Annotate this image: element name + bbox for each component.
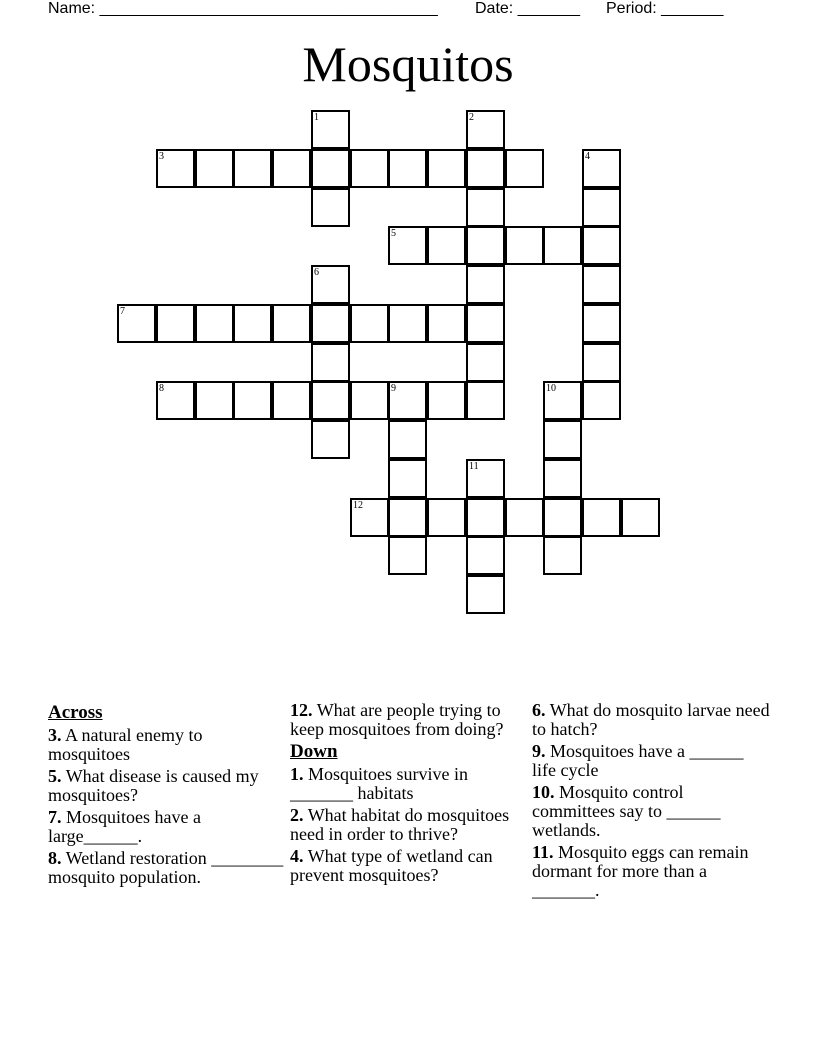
down-heading: Down: [290, 741, 338, 762]
crossword-cell[interactable]: [582, 498, 621, 537]
page-title: Mosquitos: [302, 36, 514, 92]
clue-across-8: 8. Wetland restoration ________ mosquito population.: [48, 848, 284, 887]
clue-down-10: 10. Mosquito control committees say to ______ wetlands.: [532, 782, 721, 840]
crossword-cell[interactable]: [582, 304, 621, 343]
clue-number: 7: [120, 306, 125, 317]
crossword-cell[interactable]: [156, 149, 195, 188]
clue-number: 10: [546, 383, 556, 394]
crossword-cell[interactable]: [582, 343, 621, 382]
crossword-cell[interactable]: [543, 381, 582, 420]
crossword-cell[interactable]: [543, 498, 582, 537]
crossword-cell[interactable]: [582, 188, 621, 227]
clue-number: 5: [391, 228, 396, 239]
clue-number: 2: [469, 112, 474, 123]
crossword-cell[interactable]: [466, 459, 505, 498]
clues-column-3: [532, 701, 770, 903]
crossword-cell[interactable]: [466, 536, 505, 575]
date-field: Date: _______: [475, 0, 580, 17]
crossword-cell[interactable]: [388, 304, 427, 343]
clue-number: 8: [159, 383, 164, 394]
clue-across-7: 7. Mosquitoes have a large______.: [48, 807, 201, 846]
crossword-cell[interactable]: [311, 149, 350, 188]
crossword-cell[interactable]: [388, 420, 427, 459]
crossword-cell[interactable]: [350, 498, 389, 537]
crossword-cell[interactable]: [272, 304, 311, 343]
clue-down-11: 11. Mosquito eggs can remain dormant for more than a _______.: [532, 842, 749, 900]
crossword-cell[interactable]: [466, 575, 505, 614]
clue-across-3: 3. A natural enemy to mosquitoes: [48, 725, 203, 764]
crossword-cell[interactable]: [311, 188, 350, 227]
across-heading: Across: [48, 702, 103, 723]
crossword-cell[interactable]: [311, 381, 350, 420]
clue-down-1: 1. Mosquitoes survive in _______ habitats: [290, 764, 468, 803]
crossword-cell[interactable]: [466, 381, 505, 420]
crossword-cell[interactable]: [388, 498, 427, 537]
clue-number: 1: [314, 112, 319, 123]
crossword-cell[interactable]: [350, 304, 389, 343]
clue-number: 3: [159, 151, 164, 162]
crossword-cell[interactable]: [195, 381, 234, 420]
crossword-cell[interactable]: [195, 149, 234, 188]
crossword-cell[interactable]: [272, 149, 311, 188]
crossword-cell[interactable]: [582, 149, 621, 188]
clue-number: 12: [353, 500, 363, 511]
crossword-cell[interactable]: [388, 536, 427, 575]
crossword-cell[interactable]: [466, 110, 505, 149]
crossword-cell[interactable]: [156, 304, 195, 343]
crossword-cell[interactable]: [466, 188, 505, 227]
clue-across-5: 5. What disease is caused my mosquitoes?: [48, 766, 259, 805]
crossword-cell[interactable]: [388, 226, 427, 265]
crossword-cell[interactable]: [311, 110, 350, 149]
crossword-cell[interactable]: [388, 459, 427, 498]
crossword-cell[interactable]: [311, 265, 350, 304]
clue-number: 6: [314, 267, 319, 278]
name-field: Name: ______________________________________: [48, 0, 438, 17]
crossword-cell[interactable]: [466, 149, 505, 188]
clue-down-6: 6. What do mosquito larvae need to hatch?: [532, 700, 770, 739]
clue-number: 9: [391, 383, 396, 394]
crossword-cell[interactable]: [350, 149, 389, 188]
clue-down-4: 4. What type of wetland can prevent mosquitoes?: [290, 846, 493, 885]
crossword-cell[interactable]: [582, 381, 621, 420]
clues-column-1: [48, 701, 286, 890]
crossword-cell[interactable]: [311, 343, 350, 382]
crossword-cell[interactable]: [466, 226, 505, 265]
crossword-cell[interactable]: [388, 381, 427, 420]
crossword-cell[interactable]: [427, 381, 466, 420]
clue-down-2: 2. What habitat do mosquitoes need in order to thrive?: [290, 805, 510, 844]
crossword-cell[interactable]: [233, 304, 272, 343]
clue-across-12: 12. What are people trying to keep mosquitoes from doing?: [290, 700, 504, 739]
period-field: Period: _______: [606, 0, 724, 17]
crossword-cell[interactable]: [466, 498, 505, 537]
crossword-cell[interactable]: [582, 265, 621, 304]
crossword-cell[interactable]: [543, 420, 582, 459]
crossword-cell[interactable]: [582, 226, 621, 265]
crossword-cell[interactable]: [311, 420, 350, 459]
crossword-cell[interactable]: [233, 149, 272, 188]
crossword-cell[interactable]: [543, 226, 582, 265]
crossword-cell[interactable]: [311, 304, 350, 343]
crossword-cell[interactable]: [427, 304, 466, 343]
crossword-cell[interactable]: [427, 226, 466, 265]
crossword-cell[interactable]: [466, 343, 505, 382]
crossword-cell[interactable]: [543, 459, 582, 498]
clue-number: 11: [469, 461, 479, 472]
crossword-cell[interactable]: [233, 381, 272, 420]
crossword-cell[interactable]: [621, 498, 660, 537]
crossword-cell[interactable]: [505, 149, 544, 188]
crossword-cell[interactable]: [156, 381, 195, 420]
crossword-cell[interactable]: [195, 304, 234, 343]
crossword-cell[interactable]: [505, 226, 544, 265]
crossword-cell[interactable]: [466, 304, 505, 343]
crossword-cell[interactable]: [466, 265, 505, 304]
crossword-cell[interactable]: [427, 149, 466, 188]
clue-number: 4: [585, 151, 590, 162]
crossword-cell[interactable]: [505, 498, 544, 537]
crossword-cell[interactable]: [388, 149, 427, 188]
crossword-cell[interactable]: [117, 304, 156, 343]
clues-column-2: [290, 701, 528, 888]
crossword-cell[interactable]: [427, 498, 466, 537]
crossword-cell[interactable]: [543, 536, 582, 575]
crossword-cell[interactable]: [350, 381, 389, 420]
crossword-cell[interactable]: [272, 381, 311, 420]
clue-down-9: 9. Mosquitoes have a ______ life cycle: [532, 741, 744, 780]
